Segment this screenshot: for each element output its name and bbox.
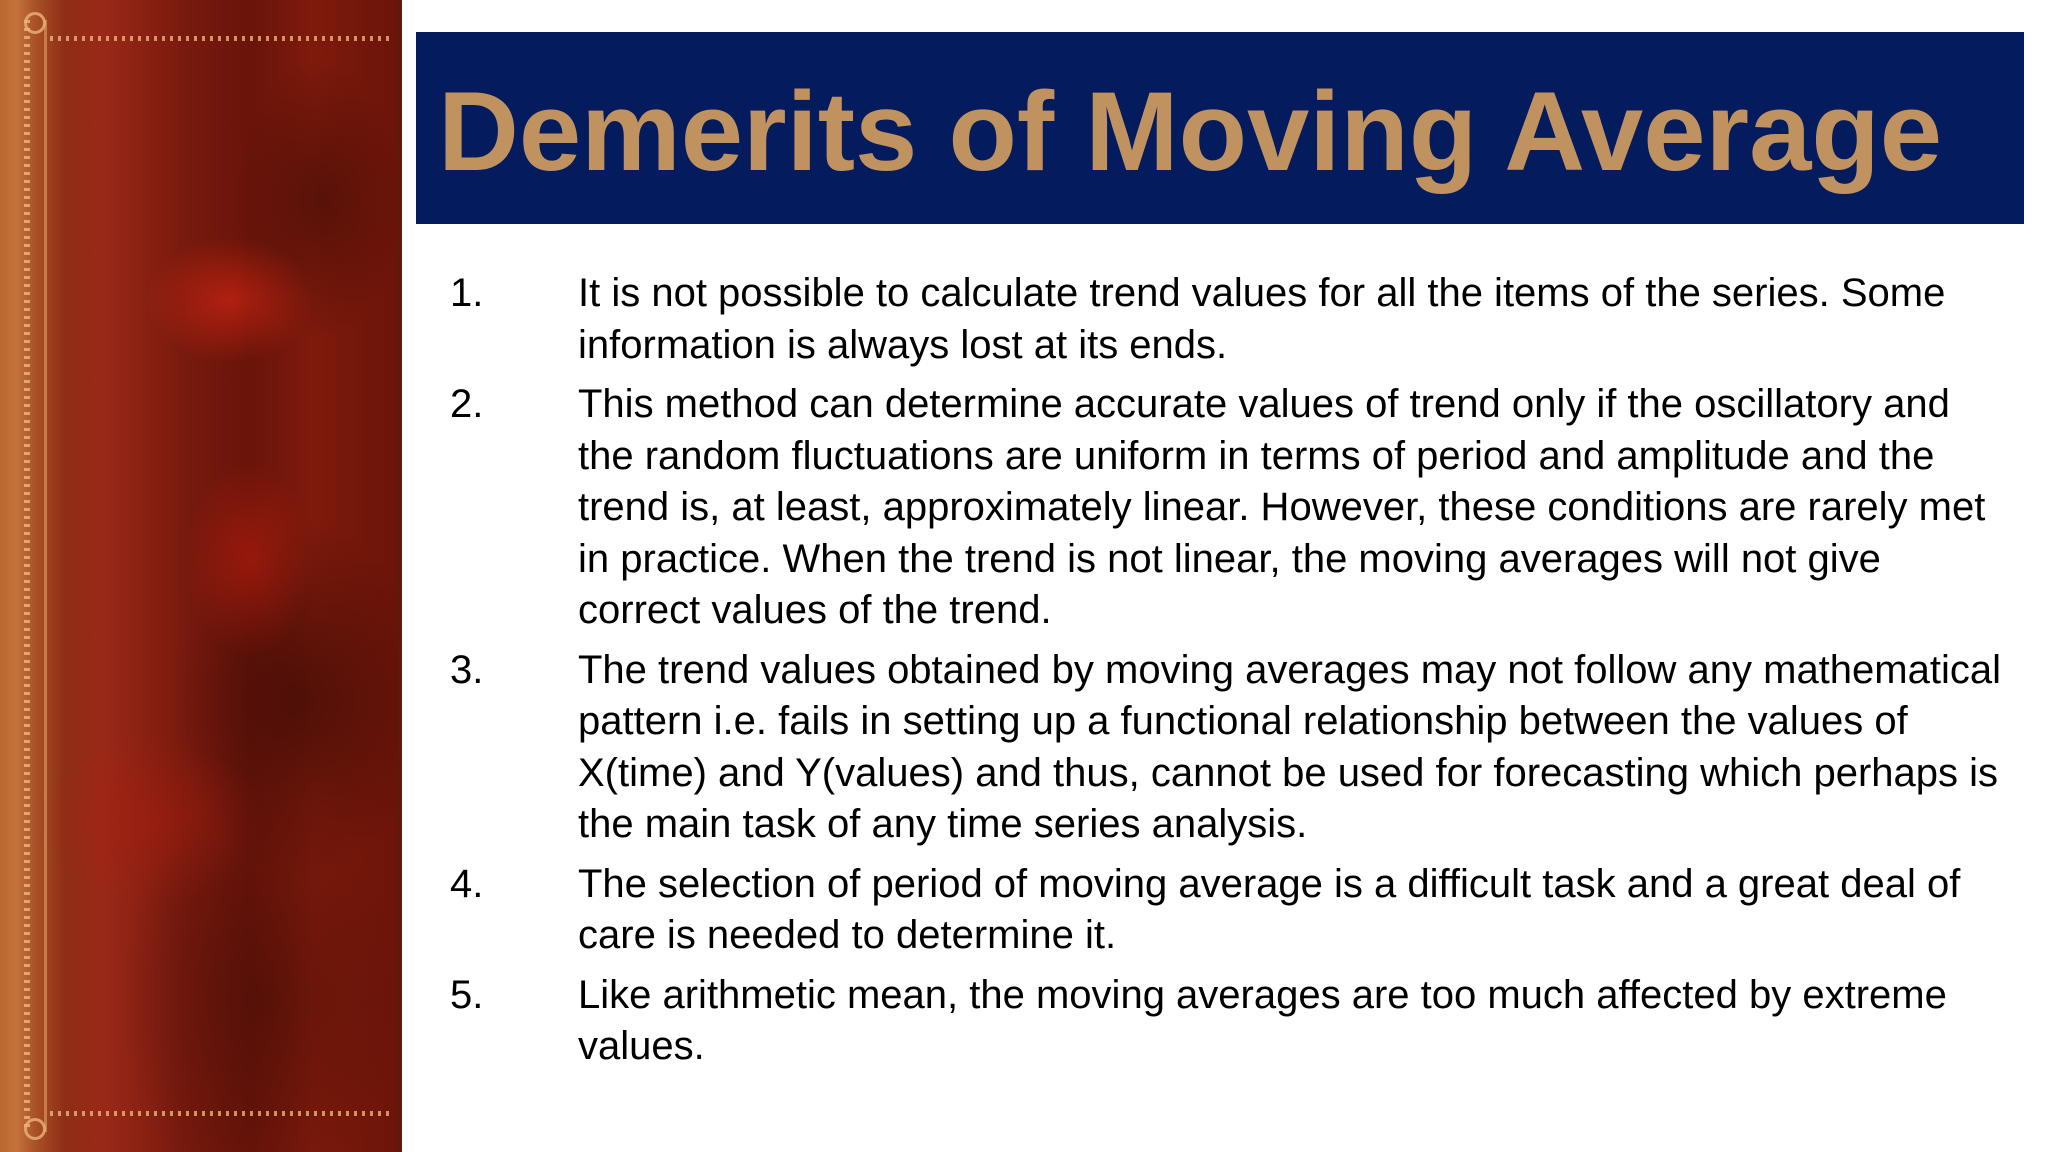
- panel-edge: [398, 0, 402, 1152]
- leather-side-panel: [0, 0, 402, 1152]
- stitch-line: [50, 1111, 390, 1116]
- list-item: [450, 970, 2010, 1073]
- item-number: 2.: [450, 382, 484, 426]
- item-text: It is not possible to calculate trend values for all the items of the series. Some information is always lost at its ends.: [578, 271, 1946, 367]
- list-item: [450, 645, 2010, 851]
- title-banner: [416, 32, 2024, 224]
- stitch-line: [24, 20, 30, 1132]
- item-number: 5.: [450, 972, 484, 1017]
- slide-title: Demerits of Moving Average: [438, 69, 1943, 194]
- leather-border-ornament: [10, 0, 390, 1152]
- corner-ornament-icon: [24, 12, 46, 34]
- stitch-line: [44, 20, 47, 1132]
- item-text: This method can determine accurate values of trend only if the oscillatory and the random fluctuations are uniform in terms of period and amplitude and the trend is, at least, approximately linear. However, these conditions are rarely met in practice. When the trend is not linear, the moving averages will not give correct values of the trend.: [578, 382, 1986, 632]
- item-number: 3.: [450, 647, 484, 692]
- list-item: [450, 268, 2010, 371]
- list-item: [450, 379, 2010, 637]
- item-text: The selection of period of moving average is a difficult task and a great deal of care is needed to determine it.: [578, 861, 1961, 957]
- item-text: The trend values obtained by moving averages may not follow any mathematical pattern i.e. fails in setting up a functional relationship between the values of X(time) and Y(values) and thus, cannot be used for forecasting which perhaps is the main task of any time series analysis.: [578, 647, 2001, 846]
- item-number: 1.: [450, 271, 484, 315]
- corner-ornament-icon: [24, 1118, 46, 1140]
- item-number: 4.: [450, 861, 484, 906]
- stitch-line: [50, 36, 390, 41]
- demerits-list: [450, 268, 2010, 1081]
- item-text: Like arithmetic mean, the moving averages are too much affected by extreme values.: [578, 972, 1947, 1068]
- list-item: [450, 859, 2010, 962]
